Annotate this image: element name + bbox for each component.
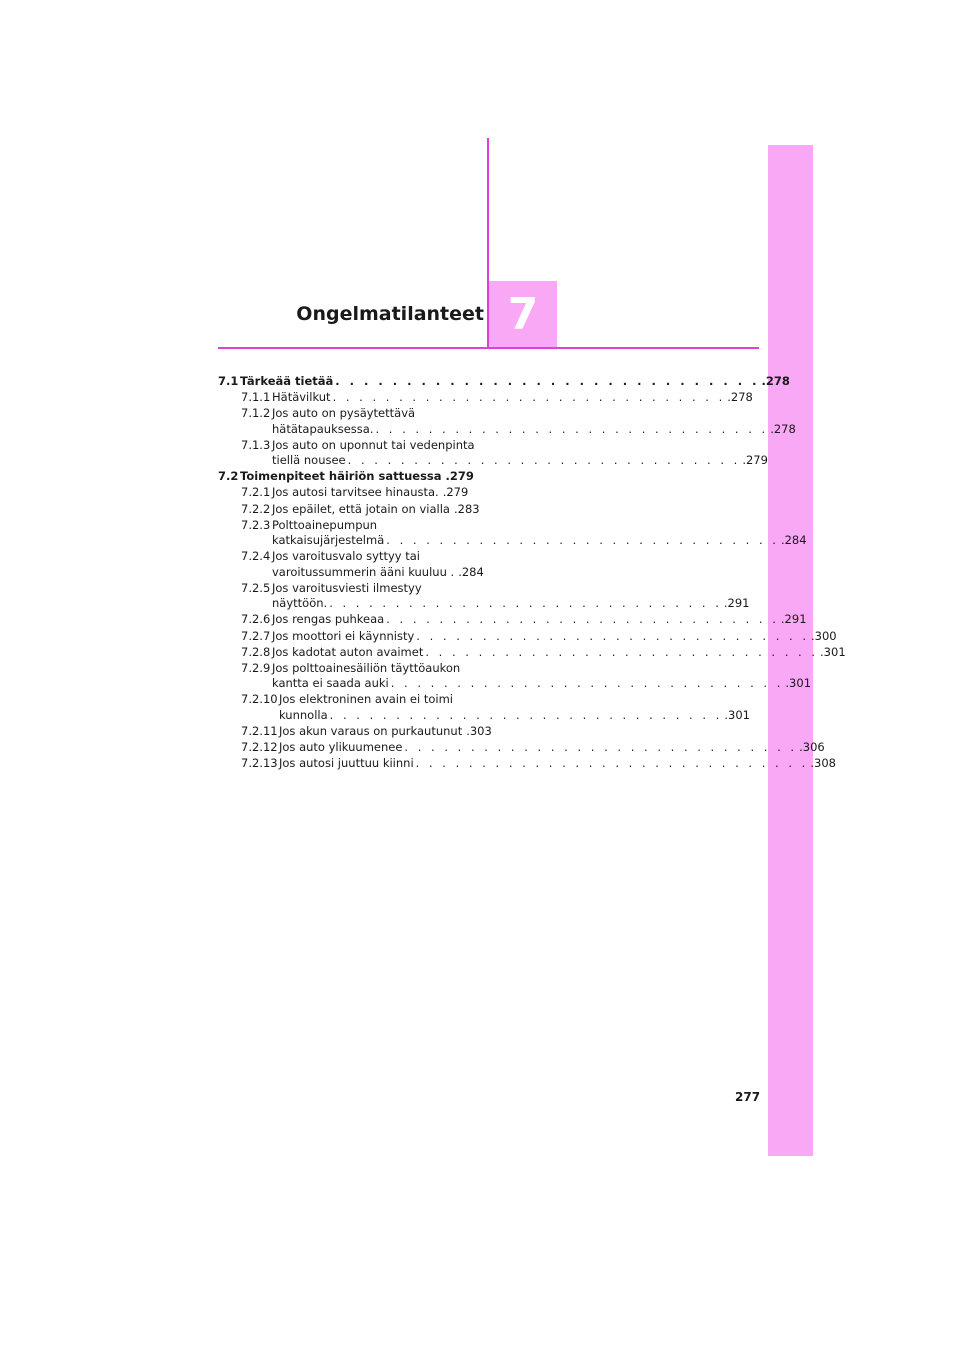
- toc-subsection-entry[interactable]: [218, 628, 837, 645]
- toc-dot-leader: . . . . . . . . . . . . . . . . . . . . . . . . . . . . . .: [329, 596, 722, 611]
- toc-entry-title-line: varoitussummerin ääni kuuluu .: [272, 564, 455, 579]
- table-of-contents: [218, 374, 846, 772]
- toc-entry-title-line: Toimenpiteet häiriön sattuessa: [240, 469, 442, 484]
- toc-dot-leader: . . . . . . . . . . . . . . . . . . . . . . . . . . . . . .: [386, 533, 779, 548]
- toc-subsection-entry[interactable]: [218, 390, 753, 406]
- toc-entry-title-line: hätätapauksessa.: [272, 421, 374, 436]
- toc-entry-number: 7.1.2: [241, 406, 271, 421]
- header-horizontal-rule: [218, 347, 759, 349]
- toc-entry-title-line: Jos autosi tarvitsee hinausta.: [272, 485, 439, 500]
- toc-entry-title-line: Jos akun varaus on purkautunut: [279, 723, 463, 738]
- toc-entry-number: 7.1.3: [241, 437, 271, 452]
- toc-entry-title-line: Jos polttoainesäiliön täyttöaukon: [272, 660, 461, 675]
- toc-section-entry[interactable]: [218, 469, 474, 485]
- chapter-number: 7: [507, 288, 539, 340]
- toc-subsection-entry[interactable]: [218, 406, 796, 437]
- toc-page-number: .284: [780, 533, 807, 548]
- toc-page-number: .279: [742, 453, 768, 468]
- toc-page-number: .301: [785, 676, 812, 691]
- toc-subsection-entry[interactable]: [218, 549, 484, 580]
- toc-page-number: .291: [723, 596, 750, 611]
- toc-entry-title-line: Jos epäilet, että jotain on vialla: [272, 501, 450, 516]
- toc-entry-title-line: Tärkeää tietää: [240, 374, 334, 388]
- toc-subsection-entry[interactable]: [218, 485, 468, 501]
- toc-page-number: .308: [810, 756, 836, 771]
- toc-entry-title-line: katkaisujärjestelmä: [272, 533, 385, 548]
- toc-entry-title-line: kantta ei saada auki: [272, 676, 389, 691]
- toc-entry-title-line: tiellä nousee: [272, 453, 346, 468]
- toc-entry-title-line: Hätävilkut: [272, 390, 331, 405]
- toc-entry-title-line: Jos kadotat auton avaimet: [272, 644, 424, 659]
- toc-page-number: .300: [810, 628, 837, 643]
- toc-page-number: .278: [727, 390, 753, 405]
- toc-entry-number: 7.2.3: [241, 517, 271, 532]
- toc-entry-number: 7.2: [218, 469, 239, 484]
- toc-entry-title-line: Jos elektroninen avain ei toimi: [279, 692, 453, 707]
- toc-dot-leader: . . . . . . . . . . . . . . . . . . . . . . . . . . . . . .: [375, 421, 769, 436]
- toc-entry-title-line: Jos auto on pysäytettävä: [272, 406, 416, 421]
- toc-page-number: .303: [466, 723, 492, 738]
- toc-dot-leader: . . . . . . . . . . . . . . . . . . . . . . . . . . . . . .: [416, 628, 809, 643]
- toc-entry-title-line: Jos varoitusvalo syttyy tai: [272, 549, 420, 564]
- toc-dot-leader: . . . . . . . . . . . . . . . . . . . . . . . . . . . . . .: [335, 374, 760, 388]
- toc-entry-number: 7.2.6: [241, 612, 271, 627]
- toc-subsection-entry[interactable]: [218, 660, 812, 692]
- toc-dot-leader: . . . . . . . . . . . . . . . . . . . . . . . . . . . . . .: [329, 707, 723, 722]
- toc-entry-number: 7.2.9: [241, 660, 271, 675]
- toc-entry-number: 7.2.2: [241, 501, 271, 516]
- toc-entry-title-line: Jos moottori ei käynnisty: [272, 628, 415, 643]
- toc-page-number: .306: [799, 740, 825, 754]
- toc-dot-leader: . . . . . . . . . . . . . . . . . . . . . . . . . . . . . .: [390, 676, 784, 691]
- toc-page-number: .278: [761, 374, 790, 388]
- chapter-number-box: [489, 281, 557, 347]
- chapter-title: Ongelmatilanteet: [296, 303, 484, 325]
- toc-dot-leader: . . . . . . . . . . . . . . . . . . . . . . . . . . . . . .: [347, 453, 741, 468]
- toc-entry-title-line: Jos auto ylikuumenee: [279, 740, 403, 754]
- toc-dot-leader: . . . . . . . . . . . . . . . . . . . . . . . . . . . . . .: [404, 740, 798, 754]
- toc-dot-leader: . . . . . . . . . . . . . . . . . . . . . . . . . . . . . .: [332, 390, 726, 405]
- toc-page-number: .283: [453, 501, 480, 516]
- toc-entry-title-line: Polttoainepumpun: [272, 517, 378, 532]
- toc-page-number: .291: [780, 612, 807, 627]
- toc-entry-number: 7.1: [218, 374, 239, 388]
- toc-entry-number: 7.2.5: [241, 580, 271, 595]
- toc-entry-number: 7.2.13: [241, 756, 278, 771]
- toc-entry-number: 7.2.10: [241, 692, 278, 707]
- toc-entry-number: 7.2.12: [241, 740, 278, 754]
- toc-entry-title-line: Jos varoitusviesti ilmestyy: [272, 580, 422, 595]
- toc-dot-leader: . . . . . . . . . . . . . . . . . . . . . . . . . . . . . .: [386, 612, 779, 627]
- toc-entry-title-line: Jos rengas puhkeaa: [272, 612, 385, 627]
- toc-subsection-entry[interactable]: [218, 612, 807, 628]
- toc-subsection-entry[interactable]: [218, 644, 846, 661]
- toc-entry-title-line: Jos autosi juuttuu kiinni: [279, 756, 414, 771]
- toc-subsection-entry[interactable]: [218, 437, 768, 469]
- toc-entry-number: 7.2.7: [241, 628, 271, 643]
- toc-subsection-entry[interactable]: [218, 692, 750, 723]
- toc-entry-number: 7.2.4: [241, 549, 271, 564]
- toc-entry-number: 7.2.1: [241, 485, 271, 500]
- toc-entry-number: 7.2.11: [241, 723, 278, 738]
- toc-subsection-entry[interactable]: [218, 580, 750, 612]
- toc-page-number: .301: [820, 644, 846, 659]
- toc-subsection-entry[interactable]: [218, 756, 836, 772]
- toc-entry-number: 7.2.8: [241, 644, 271, 659]
- page-number: 277: [735, 1090, 761, 1104]
- toc-page-number: .284: [458, 564, 484, 579]
- toc-entry-number: 7.1.1: [241, 390, 271, 405]
- toc-subsection-entry[interactable]: [218, 740, 825, 756]
- toc-page-number: .278: [770, 421, 796, 436]
- toc-page-number: .301: [724, 707, 750, 722]
- toc-subsection-entry[interactable]: [218, 517, 807, 549]
- toc-dot-leader: . . . . . . . . . . . . . . . . . . . . . . . . . . . . . .: [425, 644, 819, 659]
- toc-entry-title-line: kunnolla: [279, 707, 328, 722]
- toc-section-entry[interactable]: [218, 374, 790, 390]
- toc-entry-title-line: Jos auto on uponnut tai vedenpinta: [272, 437, 475, 452]
- toc-dot-leader: . . . . . . . . . . . . . . . . . . . . . . . . . . . . . .: [415, 756, 809, 771]
- toc-entry-title-line: näyttöön.: [272, 596, 328, 611]
- toc-page-number: .279: [445, 469, 474, 484]
- toc-page-number: .279: [442, 485, 469, 500]
- toc-subsection-entry[interactable]: [218, 723, 492, 740]
- toc-subsection-entry[interactable]: [218, 501, 480, 518]
